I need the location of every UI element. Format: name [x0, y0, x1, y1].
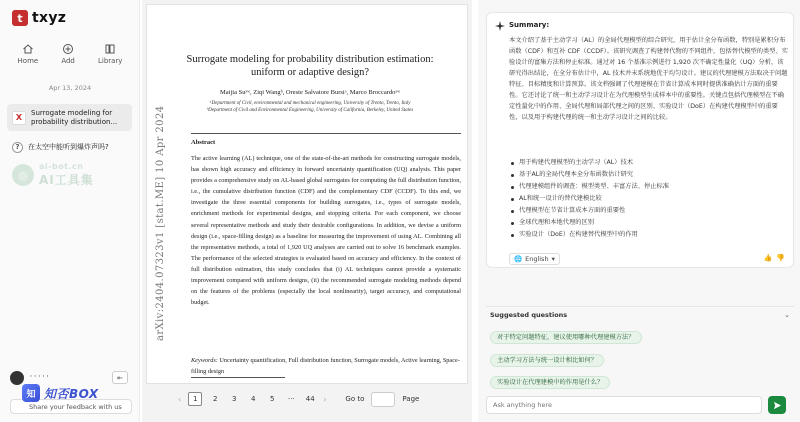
next-page-button[interactable]: › — [323, 394, 327, 404]
goto-label: Go to — [345, 395, 365, 403]
nav-home[interactable] — [18, 43, 39, 65]
watermark-bottom-text: AI工具集 — [39, 173, 94, 187]
paper-affiliations — [179, 101, 441, 114]
page-button-4[interactable]: 4 — [250, 395, 256, 403]
watermark-logo — [12, 162, 94, 188]
keywords-text: Uncertainty quantification, Full distribution function, Surrogate models, Active learning, Space-filling design — [191, 357, 460, 376]
collapse-icon: ⇤ — [117, 373, 123, 382]
collapse-sidebar-button[interactable] — [112, 371, 128, 384]
list-item: 用于构建代理模型的主动学习（AL）技术 — [509, 157, 789, 169]
library-icon — [104, 43, 116, 55]
globe-icon: 🌐 — [514, 255, 523, 263]
nav-library-label: Library — [97, 57, 123, 65]
summary-card — [486, 12, 794, 268]
user-name: ' ' ' ' ' — [30, 374, 49, 382]
page-button-1[interactable]: 1 — [188, 392, 202, 406]
language-value: English — [525, 255, 549, 263]
summary-title: Summary: — [509, 21, 550, 29]
history-item-title: Surrogate modeling for probability distribution... — [31, 108, 118, 126]
nav-library[interactable] — [98, 43, 122, 65]
send-button[interactable] — [768, 396, 786, 414]
suggested-question[interactable]: 实验设计在代理建模中的作用是什么？ — [490, 376, 610, 389]
feedback-actions — [764, 254, 785, 262]
plus-circle-icon — [62, 43, 74, 55]
history-date: Apr 13, 2024 — [48, 84, 92, 92]
sidebar — [0, 0, 140, 422]
list-item: 实验设计（DoE）在构建替代模型中的作用 — [509, 229, 789, 241]
paper-title-line: Surrogate modeling for probability distribution estimation: — [186, 54, 434, 65]
list-item: AL和统一设计的替代建模比较 — [509, 193, 789, 205]
list-item: 全球代理和本地代理的区别 — [509, 217, 789, 229]
arxiv-identifier: arXiv:2404.07323v1 [stat.ME] 10 Apr 2024 — [155, 105, 166, 341]
thumbs-up-icon[interactable]: 👍 — [763, 254, 773, 262]
app-logo[interactable] — [12, 10, 66, 26]
pdf-page — [146, 4, 468, 384]
summary-bullets — [509, 157, 789, 241]
watermark-box-icon: 知 — [22, 384, 40, 402]
chevron-down-icon[interactable]: ⌄ — [784, 310, 790, 319]
suggested-questions-header[interactable] — [486, 306, 794, 322]
history-item[interactable] — [7, 104, 132, 131]
list-item: 基于AL的全局代理本全分布函数估计研究 — [509, 169, 789, 181]
list-item: 代理模型在节省计算成本方面的重要性 — [509, 205, 789, 217]
nav-add[interactable] — [61, 43, 75, 65]
affiliation-a: ᵃDepartment of Civil, environmental and mechanical engineering, University of Trento, Trento, Italy — [209, 101, 411, 106]
abstract-heading: Abstract — [191, 139, 216, 146]
sidebar-nav — [0, 43, 140, 65]
prev-page-button[interactable]: ‹ — [178, 394, 182, 404]
ask-input[interactable] — [486, 396, 762, 414]
feedback-label: Share your feedback with us — [29, 402, 122, 411]
suggested-questions-title: Suggested questions — [490, 310, 568, 319]
language-select[interactable] — [509, 253, 560, 265]
divider — [191, 133, 461, 134]
chevron-down-icon: ▾ — [551, 255, 555, 263]
assistant-panel — [478, 0, 800, 422]
arxiv-x-icon: X — [12, 111, 26, 125]
user-profile[interactable] — [10, 371, 49, 385]
divider — [191, 377, 285, 378]
send-icon — [773, 401, 782, 410]
history-item[interactable] — [7, 138, 132, 156]
sparkle-icon — [495, 21, 505, 31]
watermark-box-text: 知否BOX — [44, 386, 99, 401]
thumbs-down-icon[interactable]: 👎 — [776, 254, 785, 262]
page-button-5[interactable]: 5 — [269, 395, 275, 403]
page-button-2[interactable]: 2 — [212, 395, 218, 403]
paper-title — [179, 53, 441, 79]
suggested-question[interactable]: 主动学习方法与统一设计相比如何？ — [490, 354, 604, 367]
keywords-label: Keywords: — [191, 357, 218, 364]
watermark-circle-icon: ◎ — [12, 164, 34, 186]
home-icon — [22, 43, 34, 55]
logo-mark-icon: t — [12, 10, 28, 26]
affiliation-b: ᵇDepartment of Civil and Environmental Engineering, University of California, Berkeley, United States — [206, 107, 414, 113]
paper-title-line: uniform or adaptive design? — [250, 67, 370, 78]
page-label: Page — [402, 395, 420, 403]
nav-home-label: Home — [17, 57, 39, 65]
suggested-question[interactable]: 对于特定问题特征，建议使用哪种代理建模方法？ — [490, 331, 642, 344]
paper-keywords — [191, 355, 461, 377]
nav-add-label: Add — [61, 57, 75, 65]
history-item-title: 在太空中能听到爆炸声吗? — [28, 142, 109, 151]
question-icon: ? — [12, 142, 23, 153]
app-name: txyz — [32, 10, 67, 26]
list-item: 代理建模组件的调查：模型类型、丰富方法、停止标准 — [509, 181, 789, 193]
pdf-viewer — [142, 0, 472, 422]
goto-page-input[interactable] — [371, 392, 395, 407]
paper-authors: Maijia Suᵃʷ, Ziqi Wangᵇ, Oreste Salvatore Bursiᵃ, Marco Broccardoᵃʷ — [220, 89, 400, 96]
summary-body: 本文介绍了基于主动学习（AL）的全局代理模型的综合研究，用于估计全分布函数，特别是累积分布函数（CDF）和互补 CDF（CCDF）。该研究调查了构建替代物的不同组件，包括替代模型的类型、实验设计的富集方法和停止标准。通过对 16 个基准示例进行 1,920 次不确定性量化（UQ）分析，该研究得出结论，在全分布估计中，AL 技术并未系统地优于均匀设计。建议的代理建模方法取决于问题特征、目标精度和计算预算。该文档强调了代理建模在节省计算成本同时提供准确估计方面的重要性。它还讨论了统一和主动学习设计在为代理模型生成样本中的重要性。关键点包括代理模型在不确定性量化中的作用、全局代理和局部代理之间的区别、实验设计（DoE）在构建代理模型中的重要性，以及用于构建代理的统一和主动学习设计之间的比较。 — [509, 37, 789, 121]
abstract-text: The active learning (AL) technique, one of the state-of-the-art methods for constructing surrogate models, has shown high accuracy and efficiency in forward uncertainty quantification (UQ) analysis. This paper provides a comprehensive study on AL-based global surrogates for computing the full distribution function, i.e., the cumulative distribution function (CDF) and the complementary CDF (CCDF). To this end, we investigate the three essential components for building surrogates, i.e., types of surrogate models, enrichment methods for experimental designs, and stopping criteria. For each component, we choose several representative methods and study their desirable configurations. In addition, we devise a uniform design (i.e., space-filling design) as a baseline for measuring the improvement of using AL. Combining all the representative methods, a total of 1,920 UQ analyses are carried out to solve 16 benchmark examples. The performance of the selected strategies is evaluated based on accuracy and efficiency. In the context of full distribution estimation, this study concludes that (i) AL techniques cannot provide a systematic improvement compared with uniform designs, (ii) the recommended surrogate modeling methods depend on the features of the problems (especially the local nonlinearity), target accuracy, and computational budget. — [191, 155, 461, 307]
pagination — [178, 390, 419, 408]
page-button-last[interactable]: 44 — [305, 395, 315, 403]
avatar — [10, 371, 24, 385]
watermark-top-text: ai-bot.cn — [39, 162, 84, 171]
watermark-box-logo — [22, 384, 99, 402]
page-ellipsis[interactable]: ··· — [287, 395, 295, 403]
page-button-3[interactable]: 3 — [231, 395, 237, 403]
